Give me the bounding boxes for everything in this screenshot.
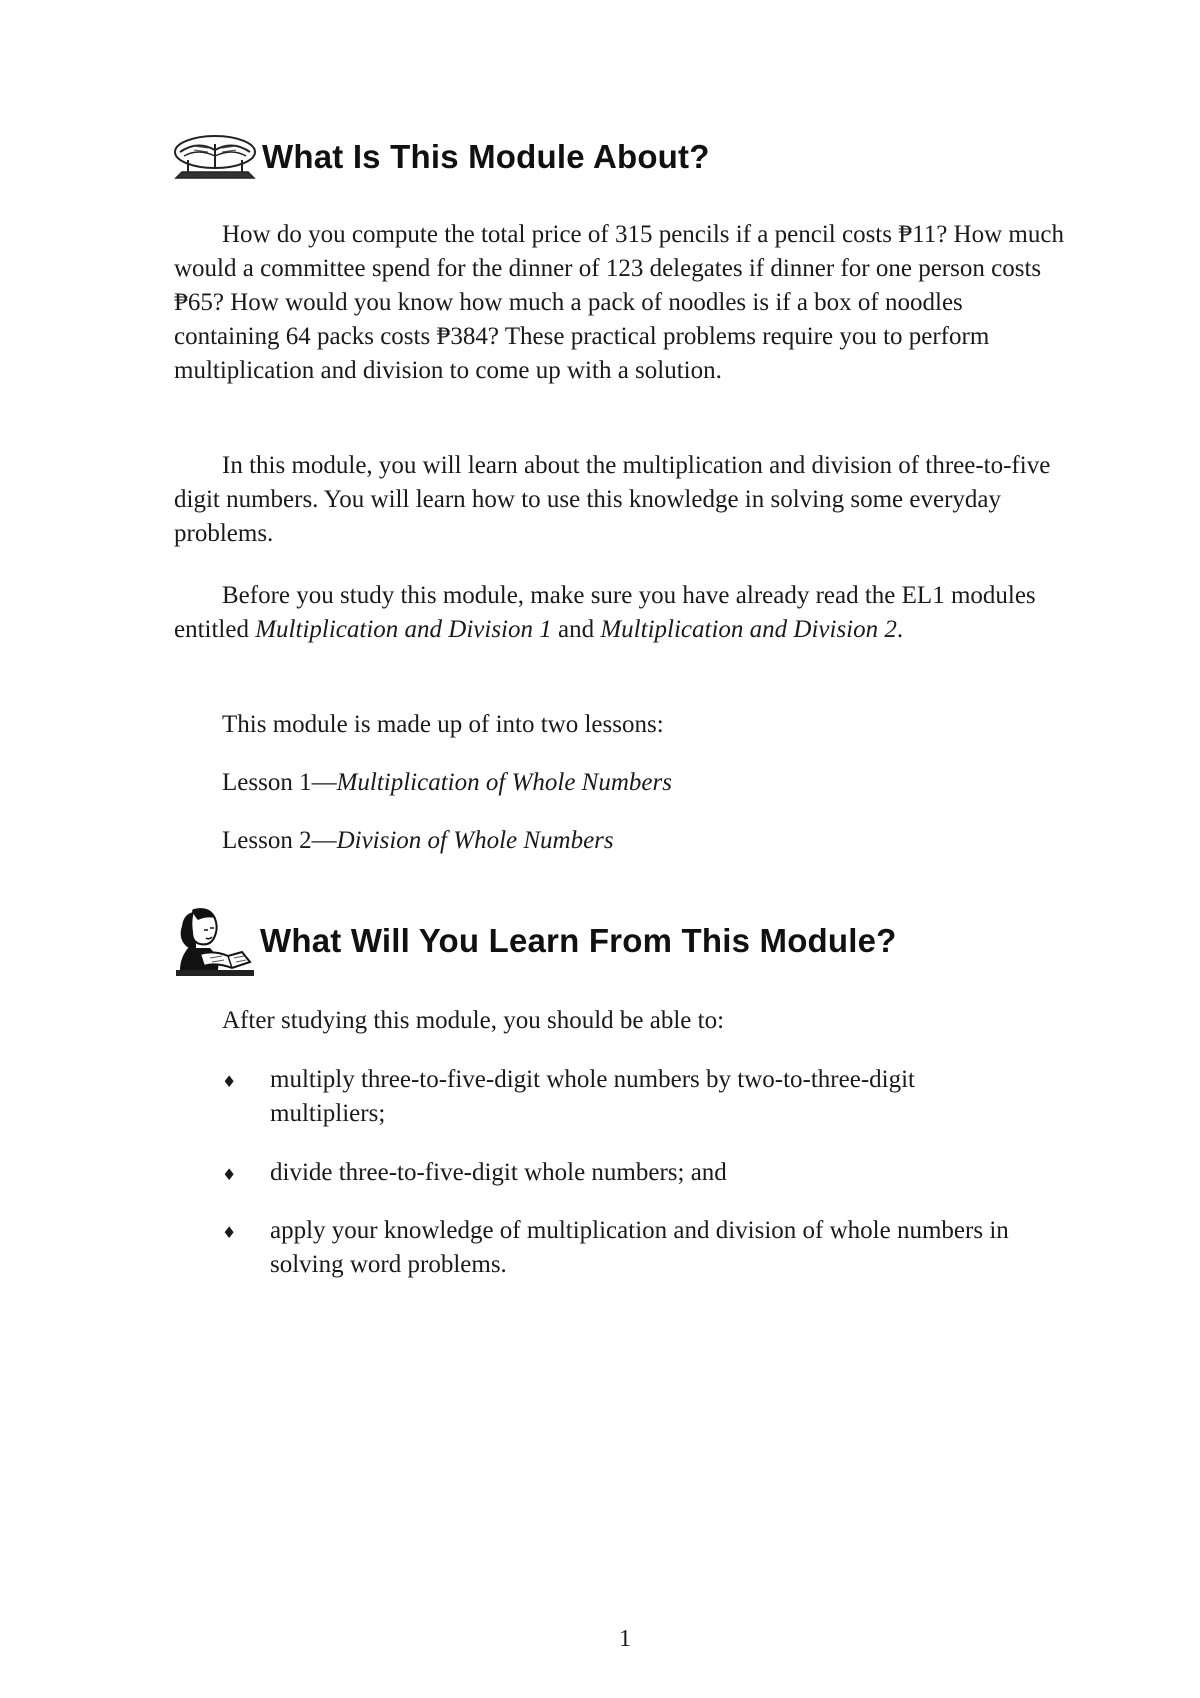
lesson-2-title: Division of Whole Numbers	[336, 827, 614, 854]
objective-text-2: divide three-to-five-digit whole numbers; and	[270, 1159, 727, 1186]
paragraph-prerequisite	[174, 579, 1074, 647]
paragraph-learn: In this module, you will learn about the multiplication and division of three-to-five digit numbers. You will learn how to use this knowledge in solving some everyday problems.	[174, 452, 1051, 547]
objective-item-1	[222, 1063, 1022, 1133]
paragraph-lessons-intro: This module is made up of into two lessons:	[222, 711, 664, 738]
heading-row-module-about	[170, 130, 710, 184]
heading-row-learn	[170, 904, 897, 978]
objective-text-1: multiply three-to-five-digit whole numbers by two-to-three-digit multipliers;	[270, 1066, 915, 1127]
open-book-icon	[170, 130, 260, 184]
prerequisite-period: .	[896, 616, 904, 643]
diamond-bullet-icon: ♦	[222, 1072, 237, 1091]
prerequisite-title-1: Multiplication and Division 1	[255, 616, 552, 643]
lesson-item-2	[222, 824, 614, 858]
lesson-1-title: Multiplication of Whole Numbers	[336, 769, 672, 796]
lesson-2-prefix: Lesson 2—	[222, 827, 337, 854]
objectives-intro: After studying this module, you should be able to:	[222, 1007, 725, 1034]
objective-item-3	[222, 1214, 1022, 1284]
prerequisite-and: and	[551, 616, 601, 643]
student-reading-icon	[170, 904, 258, 978]
heading-learning-objectives: What Will You Learn From This Module?	[260, 922, 897, 959]
heading-module-about: What Is This Module About?	[262, 138, 710, 175]
paragraph-intro: How do you compute the total price of 315 pencils if a pencil costs ₱11? How much would a committee spend for the dinner of 123 delegates if dinner for one person costs ₱65? How would you know how much a pack of noodles is if a box of noodles containing 64 packs costs ₱384? These practical problems require you to perform multiplication and division to come up with a solution.	[174, 221, 1064, 384]
prerequisite-text-start: Before you study this module, make sure you have already read the EL1 modules entitled	[174, 582, 1036, 643]
diamond-bullet-icon: ♦	[222, 1223, 237, 1242]
page-number: 1	[619, 1626, 631, 1652]
prerequisite-title-2: Multiplication and Division 2	[600, 616, 897, 643]
lesson-item-1	[222, 766, 672, 800]
lesson-1-prefix: Lesson 1—	[222, 769, 337, 796]
objective-item-2	[222, 1156, 1022, 1192]
objective-text-3: apply your knowledge of multiplication and division of whole numbers in solving word problems.	[270, 1217, 1009, 1278]
diamond-bullet-icon: ♦	[222, 1165, 237, 1184]
